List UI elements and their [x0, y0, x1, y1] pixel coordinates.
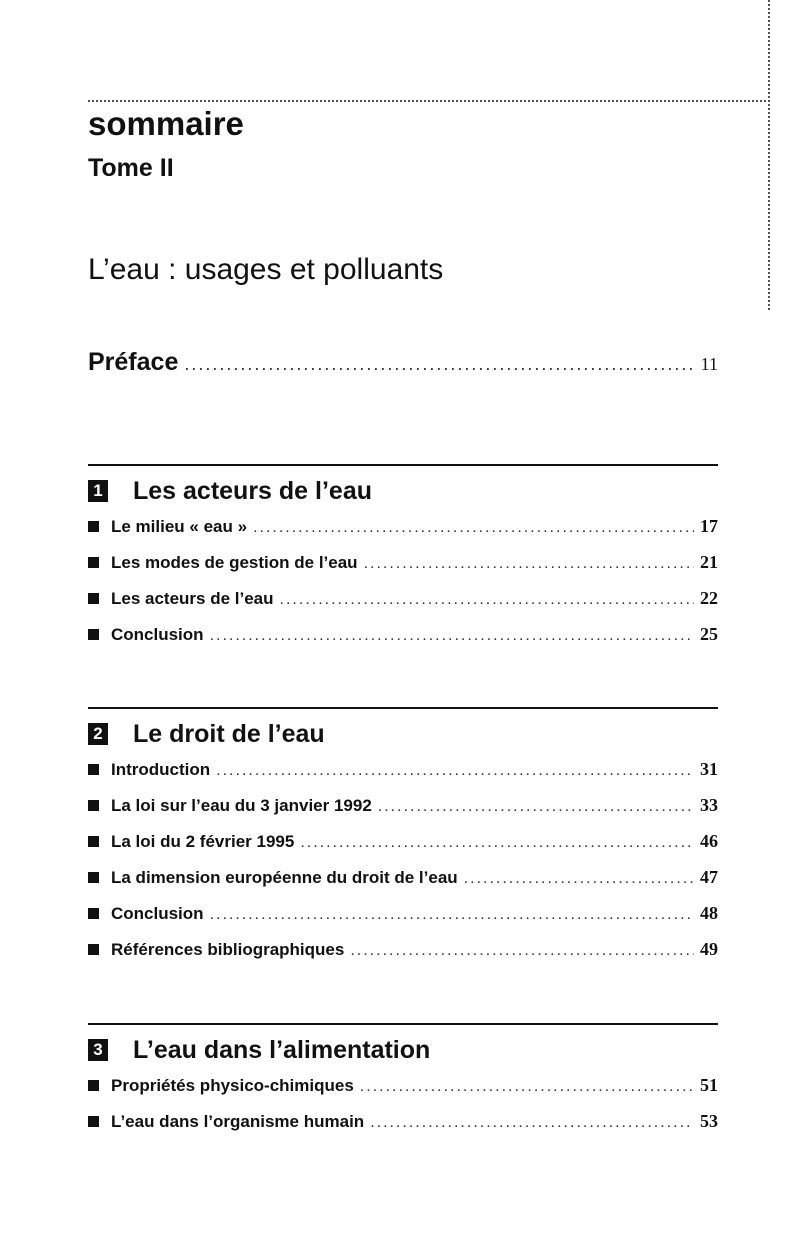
entry-label: Propriétés physico-chimiques — [111, 1076, 354, 1095]
entry-label: L’eau dans l’organisme humain — [111, 1112, 365, 1131]
square-bullet-icon — [88, 593, 99, 604]
chapter-items — [88, 1075, 718, 1147]
square-bullet-icon — [88, 629, 99, 640]
chapter-number-badge: 3 — [88, 1039, 108, 1061]
square-bullet-icon — [88, 1116, 99, 1127]
toc-entry[interactable] — [88, 624, 718, 660]
toc-entry-preface[interactable] — [88, 348, 718, 388]
toc-entry[interactable] — [88, 939, 718, 975]
chapter-items — [88, 759, 718, 975]
entry-page-number: 21 — [700, 552, 718, 572]
preface-label: Préface — [88, 348, 179, 376]
square-bullet-icon — [88, 908, 99, 919]
entry-page-number: 49 — [700, 939, 718, 959]
entry-page-number: 46 — [700, 831, 718, 851]
square-bullet-icon — [88, 557, 99, 568]
entry-page-number: 17 — [700, 516, 718, 536]
dot-leader — [350, 942, 694, 960]
entry-label: Les acteurs de l’eau — [111, 589, 274, 608]
dot-leader — [253, 519, 694, 537]
dot-leader — [280, 591, 694, 609]
dot-leader — [184, 354, 694, 375]
chapter-title: Le droit de l’eau — [133, 719, 325, 748]
book-title: L’eau : usages et polluants — [88, 253, 444, 286]
chapter-number-badge: 1 — [88, 480, 108, 502]
volume-subtitle: Tome II — [88, 154, 174, 182]
square-bullet-icon — [88, 800, 99, 811]
square-bullet-icon — [88, 1080, 99, 1091]
dot-leader — [378, 798, 694, 816]
entry-page-number: 33 — [700, 795, 718, 815]
chapter-title: Les acteurs de l’eau — [133, 476, 373, 505]
square-bullet-icon — [88, 872, 99, 883]
chapter-heading[interactable] — [88, 1025, 718, 1075]
chapter-3 — [88, 1023, 718, 1147]
preface-page-number: 11 — [700, 354, 718, 374]
toc-entry[interactable] — [88, 867, 718, 903]
entry-label: Les modes de gestion de l’eau — [111, 553, 358, 572]
dot-leader — [216, 762, 694, 780]
entry-label: Références bibliographiques — [111, 940, 345, 959]
toc-entry[interactable] — [88, 588, 718, 624]
chapter-1 — [88, 464, 718, 660]
dot-leader — [364, 555, 694, 573]
toc-entry[interactable] — [88, 831, 718, 867]
toc-entry[interactable] — [88, 759, 718, 795]
square-bullet-icon — [88, 521, 99, 532]
toc-entry[interactable] — [88, 903, 718, 939]
dot-leader — [300, 834, 694, 852]
square-bullet-icon — [88, 764, 99, 775]
entry-label: Conclusion — [111, 904, 204, 923]
dot-leader — [210, 627, 694, 645]
toc-entry[interactable] — [88, 552, 718, 588]
toc-entry[interactable] — [88, 1075, 718, 1111]
entry-label: Introduction — [111, 760, 211, 779]
entry-page-number: 47 — [700, 867, 718, 887]
entry-label: La loi du 2 février 1995 — [111, 832, 295, 851]
chapter-heading[interactable] — [88, 709, 718, 759]
entry-label: Conclusion — [111, 625, 204, 644]
entry-page-number: 51 — [700, 1075, 718, 1095]
dot-leader — [210, 906, 694, 924]
chapter-number-badge: 2 — [88, 723, 108, 745]
side-dotted-rule — [768, 0, 770, 310]
toc-entry[interactable] — [88, 516, 718, 552]
chapter-heading[interactable] — [88, 466, 718, 516]
dot-leader — [360, 1078, 694, 1096]
page-title: sommaire — [88, 105, 244, 142]
toc-entry[interactable] — [88, 795, 718, 831]
dot-leader — [464, 870, 694, 888]
entry-page-number: 25 — [700, 624, 718, 644]
entry-label: La loi sur l’eau du 3 janvier 1992 — [111, 796, 372, 815]
entry-page-number: 48 — [700, 903, 718, 923]
chapter-2 — [88, 707, 718, 975]
dot-leader — [370, 1114, 694, 1132]
toc-entry[interactable] — [88, 1111, 718, 1147]
entry-page-number: 22 — [700, 588, 718, 608]
square-bullet-icon — [88, 944, 99, 955]
entry-label: La dimension européenne du droit de l’eau — [111, 868, 458, 887]
top-dotted-rule — [88, 100, 770, 102]
square-bullet-icon — [88, 836, 99, 847]
chapter-items — [88, 516, 718, 660]
entry-page-number: 31 — [700, 759, 718, 779]
entry-label: Le milieu « eau » — [111, 517, 248, 536]
entry-page-number: 53 — [700, 1111, 718, 1131]
chapter-title: L’eau dans l’alimentation — [133, 1035, 431, 1064]
